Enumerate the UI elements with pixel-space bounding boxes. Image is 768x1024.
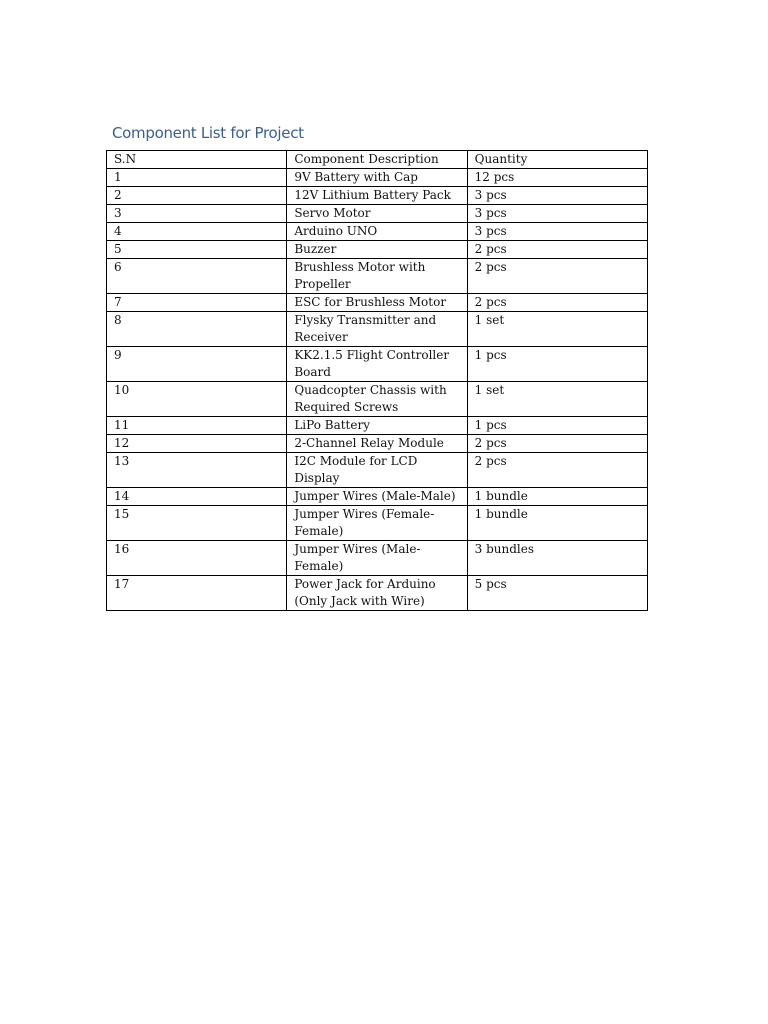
table-row xyxy=(107,541,648,576)
cell-quantity: 1 bundle xyxy=(467,506,647,541)
cell-description: Quadcopter Chassis with Required Screws xyxy=(287,382,467,417)
cell-description: Jumper Wires (Male-Male) xyxy=(287,488,467,506)
cell-description: Flysky Transmitter and Receiver xyxy=(287,312,467,347)
cell-quantity: 2 pcs xyxy=(467,435,647,453)
cell-quantity: 3 bundles xyxy=(467,541,647,576)
cell-quantity: 2 pcs xyxy=(467,259,647,294)
cell-sn: 9 xyxy=(107,347,287,382)
table-body xyxy=(107,151,648,611)
cell-sn: 17 xyxy=(107,576,287,611)
table-row xyxy=(107,241,648,259)
cell-description: Jumper Wires (Female-Female) xyxy=(287,506,467,541)
component-table xyxy=(106,150,648,611)
cell-sn: 11 xyxy=(107,417,287,435)
cell-sn: 7 xyxy=(107,294,287,312)
cell-quantity: 1 set xyxy=(467,382,647,417)
cell-description: 12V Lithium Battery Pack xyxy=(287,187,467,205)
cell-description: Brushless Motor with Propeller xyxy=(287,259,467,294)
table-row xyxy=(107,382,648,417)
cell-quantity: 2 pcs xyxy=(467,294,647,312)
cell-quantity: 3 pcs xyxy=(467,223,647,241)
cell-description: Jumper Wires (Male-Female) xyxy=(287,541,467,576)
table-row xyxy=(107,312,648,347)
cell-sn: 16 xyxy=(107,541,287,576)
cell-sn: 12 xyxy=(107,435,287,453)
table-header-row xyxy=(107,151,648,169)
table-row xyxy=(107,187,648,205)
cell-quantity: 1 set xyxy=(467,312,647,347)
table-row xyxy=(107,506,648,541)
cell-description: ESC for Brushless Motor xyxy=(287,294,467,312)
table-row xyxy=(107,435,648,453)
table-row xyxy=(107,205,648,223)
cell-sn: 15 xyxy=(107,506,287,541)
cell-quantity: 2 pcs xyxy=(467,453,647,488)
cell-sn: 2 xyxy=(107,187,287,205)
table-row xyxy=(107,576,648,611)
header-quantity: Quantity xyxy=(467,151,647,169)
cell-sn: 5 xyxy=(107,241,287,259)
cell-description: Buzzer xyxy=(287,241,467,259)
cell-description: Power Jack for Arduino (Only Jack with Wire) xyxy=(287,576,467,611)
table-row xyxy=(107,169,648,187)
cell-description: 2-Channel Relay Module xyxy=(287,435,467,453)
table-row xyxy=(107,453,648,488)
cell-description: 9V Battery with Cap xyxy=(287,169,467,187)
cell-sn: 1 xyxy=(107,169,287,187)
table-row xyxy=(107,223,648,241)
table-row xyxy=(107,417,648,435)
cell-quantity: 12 pcs xyxy=(467,169,647,187)
cell-sn: 3 xyxy=(107,205,287,223)
cell-sn: 10 xyxy=(107,382,287,417)
header-description: Component Description xyxy=(287,151,467,169)
cell-quantity: 5 pcs xyxy=(467,576,647,611)
cell-sn: 14 xyxy=(107,488,287,506)
table-row xyxy=(107,347,648,382)
cell-sn: 13 xyxy=(107,453,287,488)
table-row xyxy=(107,259,648,294)
cell-quantity: 3 pcs xyxy=(467,205,647,223)
cell-description: LiPo Battery xyxy=(287,417,467,435)
cell-description: KK2.1.5 Flight Controller Board xyxy=(287,347,467,382)
cell-sn: 6 xyxy=(107,259,287,294)
cell-quantity: 1 pcs xyxy=(467,417,647,435)
document-title: Component List for Project xyxy=(112,124,304,142)
cell-description: Arduino UNO xyxy=(287,223,467,241)
cell-quantity: 1 bundle xyxy=(467,488,647,506)
table-row xyxy=(107,294,648,312)
cell-sn: 4 xyxy=(107,223,287,241)
cell-description: I2C Module for LCD Display xyxy=(287,453,467,488)
cell-description: Servo Motor xyxy=(287,205,467,223)
cell-quantity: 2 pcs xyxy=(467,241,647,259)
cell-quantity: 3 pcs xyxy=(467,187,647,205)
cell-quantity: 1 pcs xyxy=(467,347,647,382)
cell-sn: 8 xyxy=(107,312,287,347)
header-sn: S.N xyxy=(107,151,287,169)
table-row xyxy=(107,488,648,506)
